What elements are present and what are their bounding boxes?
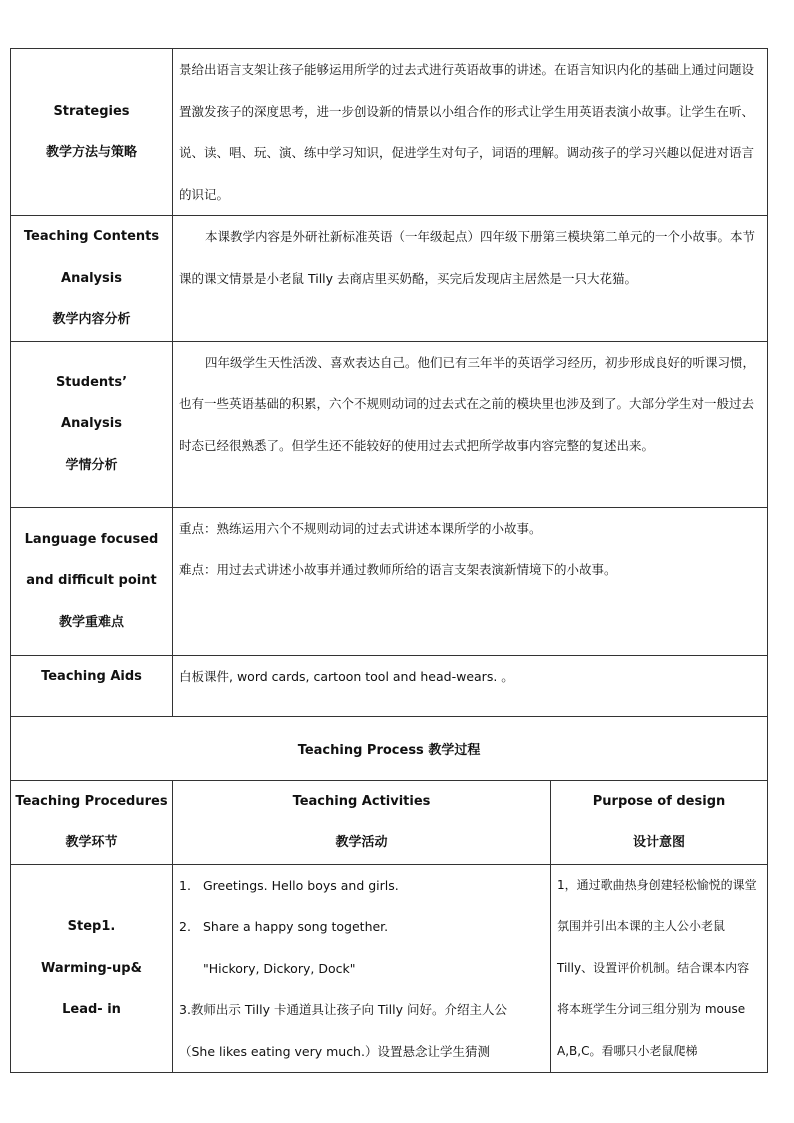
contents-content (173, 216, 768, 342)
step1-label-1: Step1. (67, 919, 116, 934)
strategies-label-cell (11, 49, 173, 216)
header-purpose (551, 780, 768, 864)
header-proc-en: Teaching Procedures (15, 793, 168, 809)
step1-act3a: 3.教师出示 Tilly 卡通道具让孩子向 Tilly 问好。介绍主人公 (179, 1002, 507, 1017)
row-aids (11, 655, 768, 716)
focus-label-en-1: Language focused (24, 531, 159, 547)
step1-act2-text: Share a happy song together. (203, 919, 389, 934)
row-students (11, 341, 768, 507)
aids-text: 白板课件, word cards, cartoon tool and head-wears. 。 (179, 668, 514, 684)
students-label-cn: 学情分析 (65, 457, 118, 473)
step1-act1-text: Greetings. Hello boys and girls. (203, 877, 399, 893)
strategies-label-en: Strategies (53, 103, 130, 119)
header-purpose-en: Purpose of design (592, 793, 726, 809)
strategies-content (173, 49, 768, 216)
step1-act1 (179, 865, 544, 907)
focus-content (173, 507, 768, 655)
row-step1 (11, 864, 768, 1073)
focus-difficult: 难点：用过去式讲述小故事并通过教师所给的语言支架表演新情境下的小故事。 (179, 562, 617, 577)
step1-label-2: Warming-up& (41, 960, 142, 976)
header-proc-cn: 教学环节 (65, 835, 118, 850)
step1-label-cell (11, 864, 173, 1073)
contents-label-en-1: Teaching Contents (23, 229, 160, 244)
contents-label-cn: 教学内容分析 (52, 312, 131, 327)
header-activities (173, 780, 551, 864)
step1-label-3: Lead- in (62, 1002, 121, 1017)
row-process-title (11, 716, 768, 780)
strategies-label-cn: 教学方法与策略 (45, 145, 137, 160)
aids-content (173, 655, 768, 716)
header-act-en: Teaching Activities (292, 793, 431, 809)
students-label-cell (11, 341, 173, 507)
row-contents (11, 216, 768, 342)
row-focus (11, 507, 768, 655)
step1-act2-song: "Hickory, Dickory, Dock" (203, 960, 356, 976)
students-content (173, 341, 768, 507)
aids-label-en: Teaching Aids (41, 668, 142, 684)
step1-act3b: （She likes eating very much.）设置悬念让学生猜测 (179, 1043, 490, 1059)
step1-act2 (179, 906, 544, 948)
row-strategies (11, 49, 768, 216)
header-purpose-cn: 设计意图 (633, 835, 686, 850)
strategies-text: 景给出语言支架让孩子能够运用所学的过去式进行英语故事的讲述。在语言知识内化的基础上通过问题设置激发孩子的深度思考，进一步创设新的情景以小组合作的形式让学生用英语表演小故事。让学生在听、说、读、唱、玩、演、练中学习知识，促进学生对句子，词语的理解。调动孩子的学习兴趣以促进对语言的识记。 (179, 62, 755, 202)
focus-label-cn: 教学重难点 (58, 614, 124, 630)
process-title: Teaching Process 教学过程 (11, 716, 768, 780)
students-label-en-1: Students’ (55, 374, 128, 390)
step1-act2-num: 2. (179, 919, 191, 934)
students-label-en-2: Analysis (61, 416, 122, 432)
step1-act1-num: 1. (179, 877, 191, 893)
step1-purpose-text: 1，通过歌曲热身创建轻松愉悦的课堂氛围并引出本课的主人公小老鼠 Tilly、设置评价机制。结合课本内容将本班学生分词三组分别为 mouse A,B,C。看哪只小老鼠爬梯 (557, 877, 757, 1058)
students-text: 四年级学生天性活泼、喜欢表达自己。他们已有三年半的英语学习经历，初步形成良好的听课习惯，也有一些英语基础的积累，六个不规则动词的过去式在之前的模块里也涉及到了。大部分学生对一般过去时态已经很熟悉了。但学生还不能较好的使用过去式把所学故事内容完整的复述出来。 (179, 354, 756, 453)
step1-purpose (551, 864, 768, 1073)
contents-text: 本课教学内容是外研社新标准英语（一年级起点）四年级下册第三模块第二单元的一个小故事。本节课的课文情景是小老鼠 Tilly 去商店里买奶酪，买完后发现店主居然是一只大花猫。 (179, 229, 756, 286)
step1-activities (173, 864, 551, 1073)
aids-label-cell (11, 655, 173, 716)
lesson-plan-table (10, 48, 768, 1073)
contents-label-en-2: Analysis (61, 270, 122, 286)
focus-label-cell (11, 507, 173, 655)
header-procedures (11, 780, 173, 864)
row-headers (11, 780, 768, 864)
header-act-cn: 教学活动 (335, 835, 388, 850)
contents-label-cell (11, 216, 173, 342)
focus-label-en-2: and difficult point (26, 573, 157, 589)
focus-key: 重点：熟练运用六个不规则动词的过去式讲述本课所学的小故事。 (179, 520, 542, 536)
